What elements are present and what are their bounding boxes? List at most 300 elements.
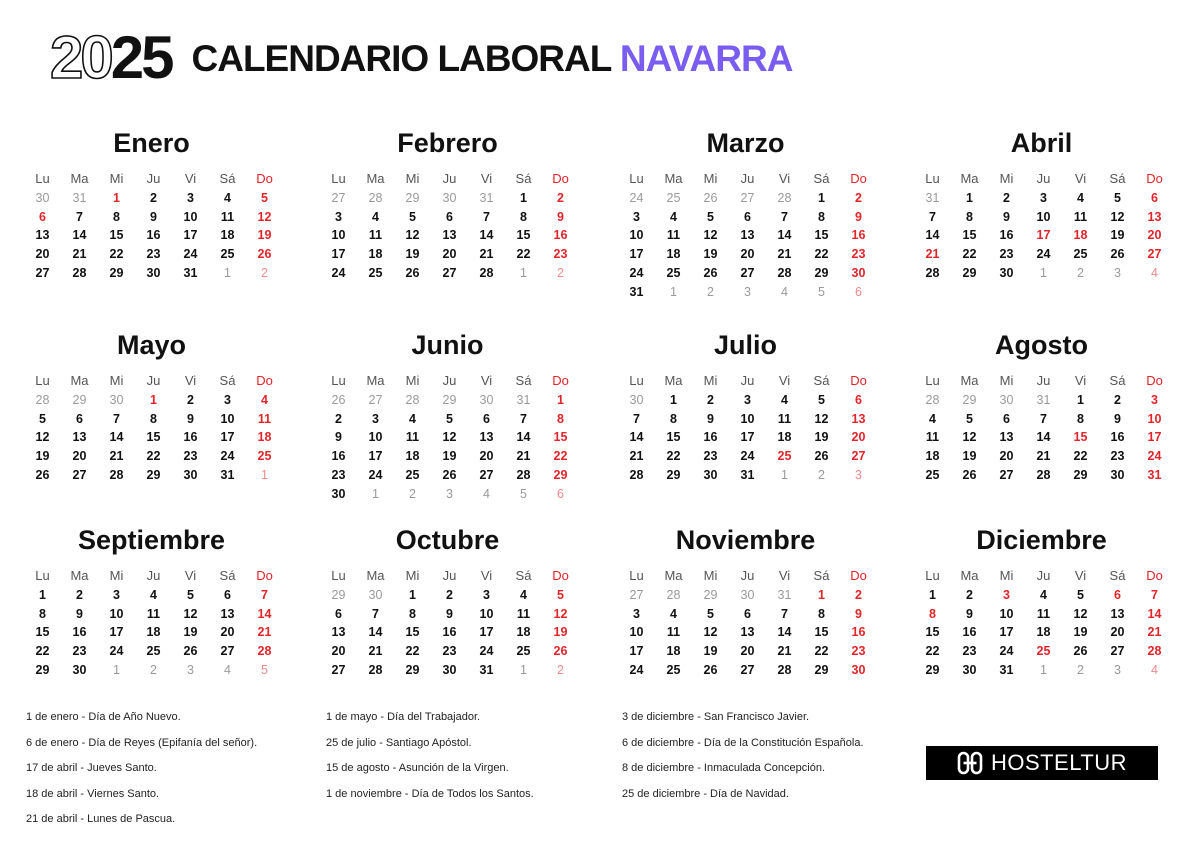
day-cell: 9 bbox=[76, 606, 83, 621]
day-cell: 8 bbox=[409, 606, 416, 621]
title-main: CALENDARIO LABORAL bbox=[191, 37, 611, 79]
holiday-note: 25 de julio - Santiago Apóstol. bbox=[326, 736, 472, 749]
day-cell: 6 bbox=[744, 209, 751, 224]
day-cell: 28 bbox=[777, 662, 792, 677]
day-cell: 18 bbox=[257, 430, 272, 445]
holiday-day: 8 bbox=[929, 606, 936, 621]
weekday-label: Mi bbox=[999, 373, 1014, 388]
day-cell: 18 bbox=[777, 430, 792, 445]
day-cell: 12 bbox=[703, 228, 718, 243]
adjacent-month-day: 31 bbox=[72, 190, 87, 205]
adjacent-month-day: 1 bbox=[520, 265, 527, 280]
month-name: Octubre bbox=[395, 525, 500, 555]
month-calendar bbox=[24, 330, 279, 485]
day-cell: 22 bbox=[146, 449, 161, 464]
day-cell: 2 bbox=[855, 587, 862, 602]
day-cell: 23 bbox=[146, 247, 161, 262]
day-cell: 7 bbox=[372, 606, 379, 621]
holiday-day: 1 bbox=[150, 392, 157, 407]
day-cell: 15 bbox=[553, 430, 568, 445]
month-name: Enero bbox=[113, 128, 190, 158]
holiday-note: 1 de mayo - Día del Trabajador. bbox=[326, 711, 481, 723]
day-cell: 30 bbox=[703, 467, 718, 482]
day-cell: 23 bbox=[851, 247, 866, 262]
day-cell: 12 bbox=[405, 228, 420, 243]
adjacent-month-day: 30 bbox=[368, 587, 383, 602]
day-cell: 26 bbox=[553, 644, 568, 659]
day-cell: 26 bbox=[1110, 247, 1125, 262]
weekday-label: Vi bbox=[1074, 568, 1087, 583]
holiday-note: 15 de agosto - Asunción de la Virgen. bbox=[326, 762, 509, 774]
month-calendar bbox=[320, 525, 575, 680]
day-cell: 29 bbox=[814, 265, 829, 280]
day-cell: 3 bbox=[483, 587, 490, 602]
day-cell: 28 bbox=[257, 644, 272, 659]
month-grid bbox=[914, 567, 1169, 680]
day-cell: 7 bbox=[520, 411, 527, 426]
adjacent-month-day: 5 bbox=[520, 486, 527, 501]
day-cell: 20 bbox=[442, 247, 457, 262]
day-cell: 10 bbox=[220, 411, 235, 426]
holiday-note: 21 de abril - Lunes de Pascua. bbox=[26, 813, 176, 825]
holidays-list-1 bbox=[26, 708, 257, 836]
day-cell: 30 bbox=[851, 265, 866, 280]
adjacent-month-day: 3 bbox=[187, 662, 194, 677]
adjacent-month-day: 25 bbox=[666, 190, 681, 205]
day-cell: 24 bbox=[999, 644, 1014, 659]
day-cell: 14 bbox=[516, 430, 531, 445]
day-cell: 10 bbox=[1147, 411, 1162, 426]
day-cell: 3 bbox=[372, 411, 379, 426]
day-cell: 15 bbox=[814, 228, 829, 243]
adjacent-month-day: 31 bbox=[777, 587, 792, 602]
day-cell: 11 bbox=[777, 411, 792, 426]
weekday-label: Ma bbox=[960, 373, 979, 388]
adjacent-month-day: 4 bbox=[224, 662, 231, 677]
weekday-label: Mi bbox=[405, 171, 420, 186]
page-title bbox=[191, 37, 793, 79]
weekday-label: Mi bbox=[405, 373, 420, 388]
weekday-label: Sá bbox=[1109, 171, 1126, 186]
day-cell: 9 bbox=[855, 606, 862, 621]
weekday-label: Do bbox=[552, 171, 569, 186]
day-cell: 13 bbox=[740, 228, 755, 243]
adjacent-month-day: 1 bbox=[113, 662, 120, 677]
day-cell: 5 bbox=[261, 190, 268, 205]
day-cell: 19 bbox=[257, 228, 272, 243]
day-cell: 14 bbox=[72, 228, 87, 243]
adjacent-month-day: 3 bbox=[446, 486, 453, 501]
holidays-list-3 bbox=[622, 708, 864, 810]
adjacent-month-day: 5 bbox=[818, 284, 825, 299]
weekday-label: Do bbox=[552, 373, 569, 388]
day-cell: 6 bbox=[446, 209, 453, 224]
holiday-day: 15 bbox=[1073, 430, 1088, 445]
adjacent-month-day: 28 bbox=[35, 392, 50, 407]
adjacent-month-day: 28 bbox=[925, 392, 940, 407]
day-cell: 26 bbox=[962, 467, 977, 482]
day-cell: 30 bbox=[999, 265, 1014, 280]
day-cell: 26 bbox=[35, 467, 50, 482]
adjacent-month-day: 30 bbox=[740, 587, 755, 602]
day-cell: 3 bbox=[1040, 190, 1047, 205]
day-cell: 5 bbox=[446, 411, 453, 426]
holiday-day: 1 bbox=[818, 587, 825, 602]
day-cell: 9 bbox=[966, 606, 973, 621]
month-calendar bbox=[914, 525, 1169, 680]
weekday-label: Sá bbox=[813, 171, 830, 186]
day-cell: 28 bbox=[368, 662, 383, 677]
day-cell: 23 bbox=[703, 449, 718, 464]
day-cell: 22 bbox=[405, 644, 420, 659]
hosteltur-logo bbox=[926, 746, 1158, 780]
adjacent-month-day: 4 bbox=[1151, 662, 1158, 677]
day-cell: 11 bbox=[666, 228, 681, 243]
day-cell: 17 bbox=[331, 247, 346, 262]
day-cell: 6 bbox=[1151, 190, 1158, 205]
day-cell: 22 bbox=[1073, 449, 1088, 464]
day-cell: 27 bbox=[479, 467, 494, 482]
day-cell: 19 bbox=[442, 449, 457, 464]
day-cell: 17 bbox=[479, 625, 494, 640]
day-cell: 17 bbox=[740, 430, 755, 445]
day-cell: 1 bbox=[557, 392, 564, 407]
weekday-label: Vi bbox=[778, 568, 791, 583]
adjacent-month-day: 2 bbox=[557, 662, 564, 677]
month-grid bbox=[320, 567, 575, 680]
adjacent-month-day: 29 bbox=[703, 587, 718, 602]
weekday-label: Lu bbox=[331, 568, 346, 583]
weekday-label: Sá bbox=[1109, 568, 1126, 583]
adjacent-month-day: 2 bbox=[557, 265, 564, 280]
day-cell: 16 bbox=[851, 228, 866, 243]
weekday-label: Lu bbox=[35, 171, 50, 186]
month-calendar bbox=[24, 525, 279, 680]
day-cell: 21 bbox=[479, 247, 494, 262]
day-cell: 13 bbox=[72, 430, 87, 445]
day-cell: 11 bbox=[220, 209, 235, 224]
weekday-label: Vi bbox=[778, 171, 791, 186]
day-cell: 13 bbox=[35, 228, 50, 243]
adjacent-month-day: 4 bbox=[781, 284, 788, 299]
month-calendar bbox=[618, 128, 873, 302]
month-grid bbox=[618, 567, 873, 680]
weekday-label: Ma bbox=[70, 373, 89, 388]
adjacent-month-day: 28 bbox=[777, 190, 792, 205]
day-cell: 26 bbox=[1073, 644, 1088, 659]
weekday-label: Ma bbox=[664, 373, 683, 388]
day-cell: 19 bbox=[814, 430, 829, 445]
day-cell: 20 bbox=[1147, 228, 1162, 243]
day-cell: 17 bbox=[1147, 430, 1162, 445]
day-cell: 21 bbox=[1036, 449, 1051, 464]
month-name: Agosto bbox=[995, 330, 1088, 360]
day-cell: 26 bbox=[405, 265, 420, 280]
adjacent-month-day: 31 bbox=[1036, 392, 1051, 407]
day-cell: 3 bbox=[224, 392, 231, 407]
hosteltur-logo-icon bbox=[957, 751, 983, 775]
day-cell: 7 bbox=[781, 606, 788, 621]
day-cell: 11 bbox=[1073, 209, 1088, 224]
weekday-label: Mi bbox=[703, 171, 718, 186]
adjacent-month-day: 1 bbox=[224, 265, 231, 280]
day-cell: 27 bbox=[220, 644, 235, 659]
day-cell: 4 bbox=[1040, 587, 1047, 602]
day-cell: 7 bbox=[76, 209, 83, 224]
adjacent-month-day: 29 bbox=[331, 587, 346, 602]
weekday-label: Lu bbox=[925, 568, 940, 583]
day-cell: 26 bbox=[814, 449, 829, 464]
day-cell: 8 bbox=[39, 606, 46, 621]
day-cell: 8 bbox=[670, 411, 677, 426]
adjacent-month-day: 1 bbox=[1040, 265, 1047, 280]
day-cell: 16 bbox=[703, 430, 718, 445]
day-cell: 10 bbox=[1036, 209, 1051, 224]
day-cell: 22 bbox=[553, 449, 568, 464]
day-cell: 24 bbox=[368, 467, 383, 482]
day-cell: 11 bbox=[516, 606, 531, 621]
day-cell: 16 bbox=[553, 228, 568, 243]
day-cell: 14 bbox=[257, 606, 272, 621]
day-cell: 25 bbox=[257, 449, 272, 464]
weekday-label: Lu bbox=[925, 171, 940, 186]
day-cell: 29 bbox=[925, 662, 940, 677]
day-cell: 21 bbox=[257, 625, 272, 640]
day-cell: 12 bbox=[442, 430, 457, 445]
adjacent-month-day: 30 bbox=[629, 392, 644, 407]
day-cell: 9 bbox=[707, 411, 714, 426]
day-cell: 13 bbox=[851, 411, 866, 426]
day-cell: 9 bbox=[187, 411, 194, 426]
day-cell: 22 bbox=[666, 449, 681, 464]
day-cell: 21 bbox=[368, 644, 383, 659]
day-cell: 4 bbox=[670, 209, 677, 224]
day-cell: 16 bbox=[851, 625, 866, 640]
day-cell: 1 bbox=[39, 587, 46, 602]
day-cell: 2 bbox=[76, 587, 83, 602]
weekday-label: Ma bbox=[664, 171, 683, 186]
weekday-label: Vi bbox=[480, 373, 493, 388]
day-cell: 8 bbox=[966, 209, 973, 224]
day-cell: 12 bbox=[1073, 606, 1088, 621]
day-cell: 16 bbox=[331, 449, 346, 464]
holiday-day: 25 bbox=[1036, 644, 1051, 659]
day-cell: 14 bbox=[109, 430, 124, 445]
day-cell: 23 bbox=[553, 247, 568, 262]
month-calendar bbox=[24, 128, 279, 283]
month-name: Septiembre bbox=[77, 525, 226, 555]
day-cell: 7 bbox=[633, 411, 640, 426]
weekday-label: Sá bbox=[219, 568, 236, 583]
weekday-label: Vi bbox=[1074, 171, 1087, 186]
day-cell: 20 bbox=[220, 625, 235, 640]
day-cell: 12 bbox=[35, 430, 50, 445]
day-cell: 20 bbox=[331, 644, 346, 659]
day-cell: 13 bbox=[331, 625, 346, 640]
weekday-label: Mi bbox=[405, 568, 420, 583]
day-cell: 25 bbox=[925, 467, 940, 482]
weekday-label: Lu bbox=[35, 373, 50, 388]
holiday-note: 17 de abril - Jueves Santo. bbox=[26, 762, 157, 774]
day-cell: 6 bbox=[855, 392, 862, 407]
day-cell: 14 bbox=[479, 228, 494, 243]
day-cell: 12 bbox=[183, 606, 198, 621]
weekday-label: Lu bbox=[331, 373, 346, 388]
day-cell: 25 bbox=[220, 247, 235, 262]
day-cell: 12 bbox=[962, 430, 977, 445]
day-cell: 11 bbox=[1036, 606, 1051, 621]
day-cell: 2 bbox=[1003, 190, 1010, 205]
adjacent-month-day: 30 bbox=[479, 392, 494, 407]
holiday-note: 6 de enero - Día de Reyes (Epifanía del señor). bbox=[26, 736, 258, 749]
day-cell: 8 bbox=[818, 606, 825, 621]
day-cell: 19 bbox=[703, 247, 718, 262]
day-cell: 10 bbox=[183, 209, 198, 224]
day-cell: 31 bbox=[220, 467, 235, 482]
day-cell: 14 bbox=[777, 625, 792, 640]
day-cell: 9 bbox=[446, 606, 453, 621]
day-cell: 15 bbox=[962, 228, 977, 243]
month-grid bbox=[320, 170, 575, 283]
day-cell: 4 bbox=[261, 392, 268, 407]
weekday-label: Lu bbox=[331, 171, 346, 186]
adjacent-month-day: 1 bbox=[670, 284, 677, 299]
day-cell: 15 bbox=[814, 625, 829, 640]
day-cell: 20 bbox=[851, 430, 866, 445]
day-cell: 19 bbox=[1110, 228, 1125, 243]
day-cell: 10 bbox=[109, 606, 124, 621]
adjacent-month-day: 31 bbox=[516, 392, 531, 407]
adjacent-month-day: 2 bbox=[1077, 662, 1084, 677]
day-cell: 5 bbox=[1077, 587, 1084, 602]
day-cell: 9 bbox=[855, 209, 862, 224]
day-cell: 15 bbox=[516, 228, 531, 243]
day-cell: 28 bbox=[925, 265, 940, 280]
day-cell: 14 bbox=[1036, 430, 1051, 445]
weekday-label: Do bbox=[256, 568, 273, 583]
day-cell: 4 bbox=[520, 587, 527, 602]
day-cell: 27 bbox=[740, 265, 755, 280]
day-cell: 5 bbox=[187, 587, 194, 602]
day-cell: 3 bbox=[1151, 392, 1158, 407]
day-cell: 16 bbox=[146, 228, 161, 243]
day-cell: 23 bbox=[72, 644, 87, 659]
month-name: Abril bbox=[1010, 128, 1073, 158]
day-cell: 15 bbox=[109, 228, 124, 243]
holiday-note: 3 de diciembre - San Francisco Javier. bbox=[622, 711, 810, 723]
day-cell: 3 bbox=[633, 606, 640, 621]
day-cell: 28 bbox=[109, 467, 124, 482]
day-cell: 27 bbox=[331, 662, 346, 677]
day-cell: 30 bbox=[851, 662, 866, 677]
day-cell: 23 bbox=[962, 644, 977, 659]
day-cell: 14 bbox=[629, 430, 644, 445]
day-cell: 27 bbox=[740, 662, 755, 677]
weekday-label: Ma bbox=[366, 568, 385, 583]
day-cell: 21 bbox=[109, 449, 124, 464]
adjacent-month-day: 28 bbox=[405, 392, 420, 407]
day-cell: 12 bbox=[257, 209, 272, 224]
day-cell: 12 bbox=[703, 625, 718, 640]
day-cell: 19 bbox=[703, 644, 718, 659]
day-cell: 22 bbox=[109, 247, 124, 262]
day-cell: 3 bbox=[744, 392, 751, 407]
weekday-label: Ju bbox=[740, 373, 755, 388]
holiday-day: 6 bbox=[1114, 587, 1121, 602]
day-cell: 23 bbox=[851, 644, 866, 659]
holiday-day: 17 bbox=[1036, 228, 1051, 243]
day-cell: 27 bbox=[72, 467, 87, 482]
weekday-label: Mi bbox=[999, 171, 1014, 186]
month-grid bbox=[618, 372, 873, 485]
day-cell: 5 bbox=[966, 411, 973, 426]
day-cell: 10 bbox=[629, 228, 644, 243]
adjacent-month-day: 1 bbox=[261, 467, 268, 482]
day-cell: 16 bbox=[999, 228, 1014, 243]
day-cell: 4 bbox=[929, 411, 936, 426]
day-cell: 4 bbox=[670, 606, 677, 621]
day-cell: 8 bbox=[150, 411, 157, 426]
weekday-label: Ju bbox=[146, 568, 161, 583]
day-cell: 9 bbox=[335, 430, 342, 445]
day-cell: 20 bbox=[72, 449, 87, 464]
day-cell: 22 bbox=[962, 247, 977, 262]
day-cell: 22 bbox=[814, 644, 829, 659]
month-grid bbox=[24, 372, 279, 485]
day-cell: 15 bbox=[925, 625, 940, 640]
day-cell: 18 bbox=[368, 247, 383, 262]
adjacent-month-day: 30 bbox=[442, 190, 457, 205]
day-cell: 7 bbox=[929, 209, 936, 224]
day-cell: 28 bbox=[479, 265, 494, 280]
day-cell: 26 bbox=[257, 247, 272, 262]
day-cell: 5 bbox=[409, 209, 416, 224]
day-cell: 20 bbox=[479, 449, 494, 464]
day-cell: 14 bbox=[368, 625, 383, 640]
day-cell: 27 bbox=[999, 467, 1014, 482]
day-cell: 4 bbox=[781, 392, 788, 407]
holiday-note: 1 de noviembre - Día de Todos los Santos. bbox=[326, 787, 534, 800]
weekday-label: Lu bbox=[629, 568, 644, 583]
weekday-label: Ma bbox=[366, 171, 385, 186]
day-cell: 3 bbox=[113, 587, 120, 602]
day-cell: 19 bbox=[553, 625, 568, 640]
holiday-note: 6 de diciembre - Día de la Constitución Española. bbox=[622, 736, 864, 749]
day-cell: 28 bbox=[1036, 467, 1051, 482]
weekday-label: Sá bbox=[219, 373, 236, 388]
day-cell: 27 bbox=[1147, 247, 1162, 262]
day-cell: 2 bbox=[335, 411, 342, 426]
day-cell: 4 bbox=[224, 190, 231, 205]
day-cell: 8 bbox=[1077, 411, 1084, 426]
day-cell: 8 bbox=[557, 411, 564, 426]
day-cell: 20 bbox=[740, 644, 755, 659]
adjacent-month-day: 1 bbox=[372, 486, 379, 501]
day-cell: 6 bbox=[224, 587, 231, 602]
month-grid bbox=[914, 170, 1169, 283]
day-cell: 18 bbox=[146, 625, 161, 640]
day-cell: 7 bbox=[113, 411, 120, 426]
day-cell: 6 bbox=[335, 606, 342, 621]
adjacent-month-day: 31 bbox=[925, 190, 940, 205]
day-cell: 12 bbox=[814, 411, 829, 426]
day-cell: 13 bbox=[442, 228, 457, 243]
day-cell: 4 bbox=[372, 209, 379, 224]
day-cell: 10 bbox=[479, 606, 494, 621]
adjacent-month-day: 29 bbox=[962, 392, 977, 407]
adjacent-month-day: 6 bbox=[855, 284, 862, 299]
adjacent-month-day: 29 bbox=[442, 392, 457, 407]
